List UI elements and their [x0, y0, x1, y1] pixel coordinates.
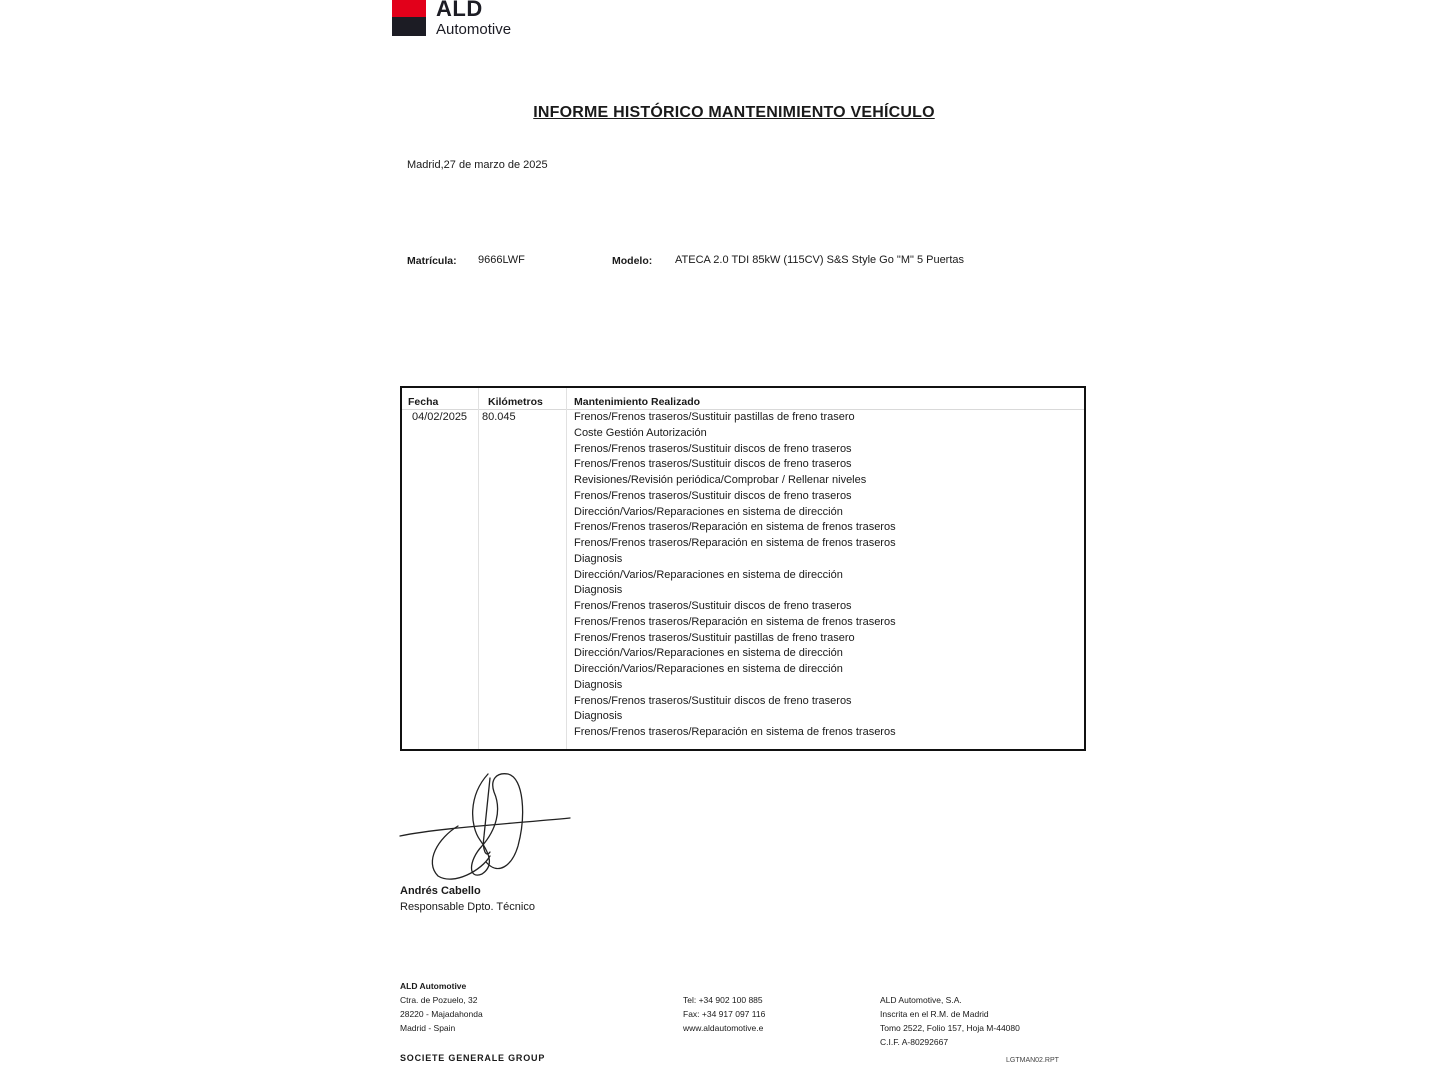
footer-legal: [880, 993, 1020, 1049]
task-item: Dirección/Varios/Reparaciones en sistema de dirección: [574, 505, 843, 518]
task-item: Frenos/Frenos traseros/Reparación en sistema de frenos traseros: [574, 615, 896, 628]
task-item: Coste Gestión Autorización: [574, 426, 707, 439]
maintenance-task-list: [574, 410, 896, 741]
header-km: Kilómetros: [488, 396, 543, 408]
task-item: Diagnosis: [574, 710, 623, 723]
company-logo: [392, 0, 532, 40]
header-date: Fecha: [408, 396, 439, 408]
task-item: Diagnosis: [574, 678, 623, 691]
task-item: Diagnosis: [574, 552, 623, 565]
plate-label: Matrícula:: [407, 255, 457, 267]
task-item: Frenos/Frenos traseros/Sustituir discos de freno traseros: [574, 489, 852, 502]
logo-subtitle: Automotive: [436, 21, 512, 38]
signature-image: [398, 766, 578, 884]
group-name: SOCIETE GENERALE GROUP: [400, 1053, 546, 1063]
maintenance-table: [400, 386, 1086, 751]
task-item: Dirección/Varios/Reparaciones en sistema de dirección: [574, 568, 843, 581]
task-item: Frenos/Frenos traseros/Sustituir discos de freno traseros: [574, 600, 852, 612]
task-item: Frenos/Frenos traseros/Sustituir discos de freno traseros: [574, 694, 852, 707]
task-item: Frenos/Frenos traseros/Reparación en sistema de frenos traseros: [574, 521, 896, 534]
task-item: Frenos/Frenos traseros/Sustituir pastillas de freno trasero: [574, 411, 855, 423]
footer-contact-line: www.aldautomotive.e: [683, 1023, 764, 1033]
task-item: Frenos/Frenos traseros/Sustituir discos de freno traseros: [574, 442, 852, 455]
footer-contact-line: Tel: +34 902 100 885: [683, 995, 763, 1005]
footer-address-line: Ctra. de Pozuelo, 32: [400, 995, 478, 1005]
row-km: 80.045: [482, 411, 516, 423]
footer-contact-line: Fax: +34 917 097 116: [683, 1009, 766, 1019]
footer-legal-line: Inscrita en el R.M. de Madrid: [880, 1009, 989, 1019]
document-reference: LGTMAN02.RPT: [1006, 1057, 1059, 1064]
task-item: Diagnosis: [574, 584, 623, 597]
task-item: Dirección/Varios/Reparaciones en sistema de dirección: [574, 663, 843, 675]
row-date: 04/02/2025: [412, 411, 468, 423]
task-item: Frenos/Frenos traseros/Sustituir pastillas de freno trasero: [574, 631, 855, 644]
model-value: ATECA 2.0 TDI 85kW (115CV) S&S Style Go "M" 5 Puertas: [675, 254, 965, 266]
footer-contact: [683, 993, 765, 1035]
footer-address: [400, 979, 483, 1035]
footer-legal-line: C.I.F. A-80292667: [880, 1037, 949, 1047]
signer-name: Andrés Cabello: [400, 885, 481, 897]
task-item: Dirección/Varios/Reparaciones en sistema de dirección: [574, 647, 843, 660]
footer-address-line: 28220 - Majadahonda: [400, 1009, 483, 1019]
footer-legal-line: ALD Automotive, S.A.: [880, 995, 962, 1005]
task-item: Frenos/Frenos traseros/Reparación en sistema de frenos traseros: [574, 726, 896, 738]
header-maintenance: Mantenimiento Realizado: [574, 396, 701, 408]
plate-value: 9666LWF: [478, 254, 525, 266]
report-title: INFORME HISTÓRICO MANTENIMIENTO VEHÍCULO: [533, 104, 935, 121]
signer-role: Responsable Dpto. Técnico: [400, 901, 535, 913]
footer-company: ALD Automotive: [400, 981, 467, 991]
task-item: Frenos/Frenos traseros/Sustituir discos de freno traseros: [574, 458, 852, 471]
logo-mark-icon: [392, 0, 426, 36]
footer-address-line: Madrid - Spain: [400, 1023, 456, 1033]
task-item: Revisiones/Revisión periódica/Comprobar / Rellenar niveles: [574, 474, 867, 486]
report-date: Madrid,27 de marzo de 2025: [407, 159, 548, 171]
model-label: Modelo:: [612, 255, 653, 267]
footer-legal-line: Tomo 2522, Folio 157, Hoja M-44080: [880, 1023, 1020, 1033]
logo-name: ALD: [436, 0, 483, 21]
task-item: Frenos/Frenos traseros/Reparación en sistema de frenos traseros: [574, 537, 896, 549]
